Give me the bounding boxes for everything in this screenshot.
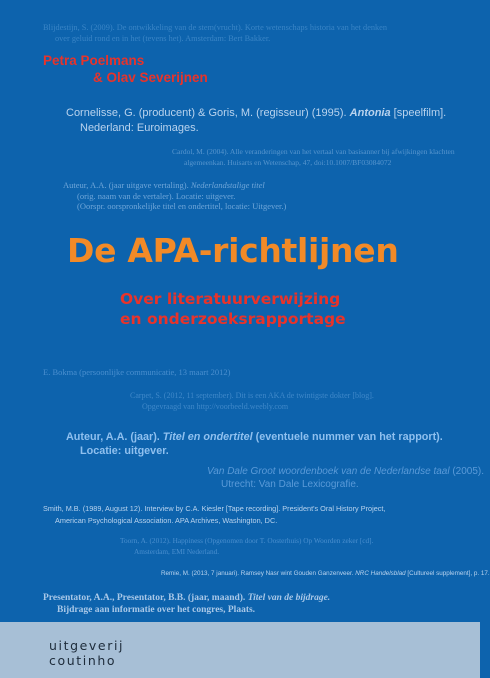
reference-blog: Carpet, S. (2012, 11 september). Dit is een AKA de twintigste dokter [blog]. Opgevraagd van http://voorbeeld.weebly.com (130, 391, 374, 411)
book-title: De APA-richtlijnen (67, 231, 399, 270)
author-name-1: Petra Poelmans (43, 53, 145, 68)
reference-cardol: Cardol, M. (2004). Alle veranderingen van het vertaal van basisanner bij afwijkingen klachten algemeenkan. Huisarts en Wetenschap, 47, doi:10.1007/BF03084072 (172, 147, 455, 167)
reference-van-dale: Van Dale Groot woordenboek van de Nederlandse taal (2005). Utrecht: Van Dale Lexicografie. (207, 466, 485, 490)
reference-faint-top: Blijdestijn, S. (2009). De ontwikkeling van de stem(vrucht). Korte wetenschaps historia van het denken over geluid rond en in het (tevens het). Amsterdam: Bert Bakker. (43, 23, 388, 43)
reference-music: Toorn, A. (2012). Happiness (Opgenomen door T. Oosterhuis) Op Woorden zeker [cd]. Amsterdam, EMI Nederland. (120, 536, 374, 556)
reference-translation: Auteur, A.A. (jaar uitgave vertaling). Nederlandstalige titel (orig. naam van de vertaler). Locatie: uitgever. (Oorspr. oorspronkelijke titel en ondertitel, locatie: Uitgever.) (63, 180, 287, 211)
reference-interview: Smith, M.B. (1989, August 12). Interview by C.A. Kiesler [Tape recording]. President's Oral History Project, American Psychological Association. APA Archives, Washington, DC. (43, 504, 386, 525)
reference-antonia: Cornelisse, G. (producent) & Goris, M. (regisseur) (1995). Antonia [speelfilm]. Nederland: Euroimages. (66, 107, 447, 134)
reference-report: Auteur, A.A. (jaar). Titel en ondertitel (eventuele nummer van het rapport). Locatie: uitgever. (66, 431, 443, 457)
reference-bokma: E. Bokma (persoonlijke communicatie, 13 maart 2012) (43, 367, 231, 377)
reference-newspaper: Remie, M. (2013, 7 januari). Ramsey Nasr wint Gouden Ganzenveer. NRC Handelsblad [Cultureel supplement], p. 17. (161, 570, 490, 577)
publisher-logo-line-1: uitgeverij (49, 638, 125, 653)
reference-congress: Presentator, A.A., Presentator, B.B. (jaar, maand). Titel van de bijdrage. Bijdrage aan informatie over het congres, Plaats. (43, 593, 331, 615)
author-name-2: & Olav Severijnen (93, 70, 208, 85)
publisher-logo-line-2: coutinho (49, 653, 117, 668)
publisher-footer-band (0, 622, 480, 678)
book-subtitle: Over literatuurverwijzing en onderzoeksrapportage (120, 290, 346, 328)
